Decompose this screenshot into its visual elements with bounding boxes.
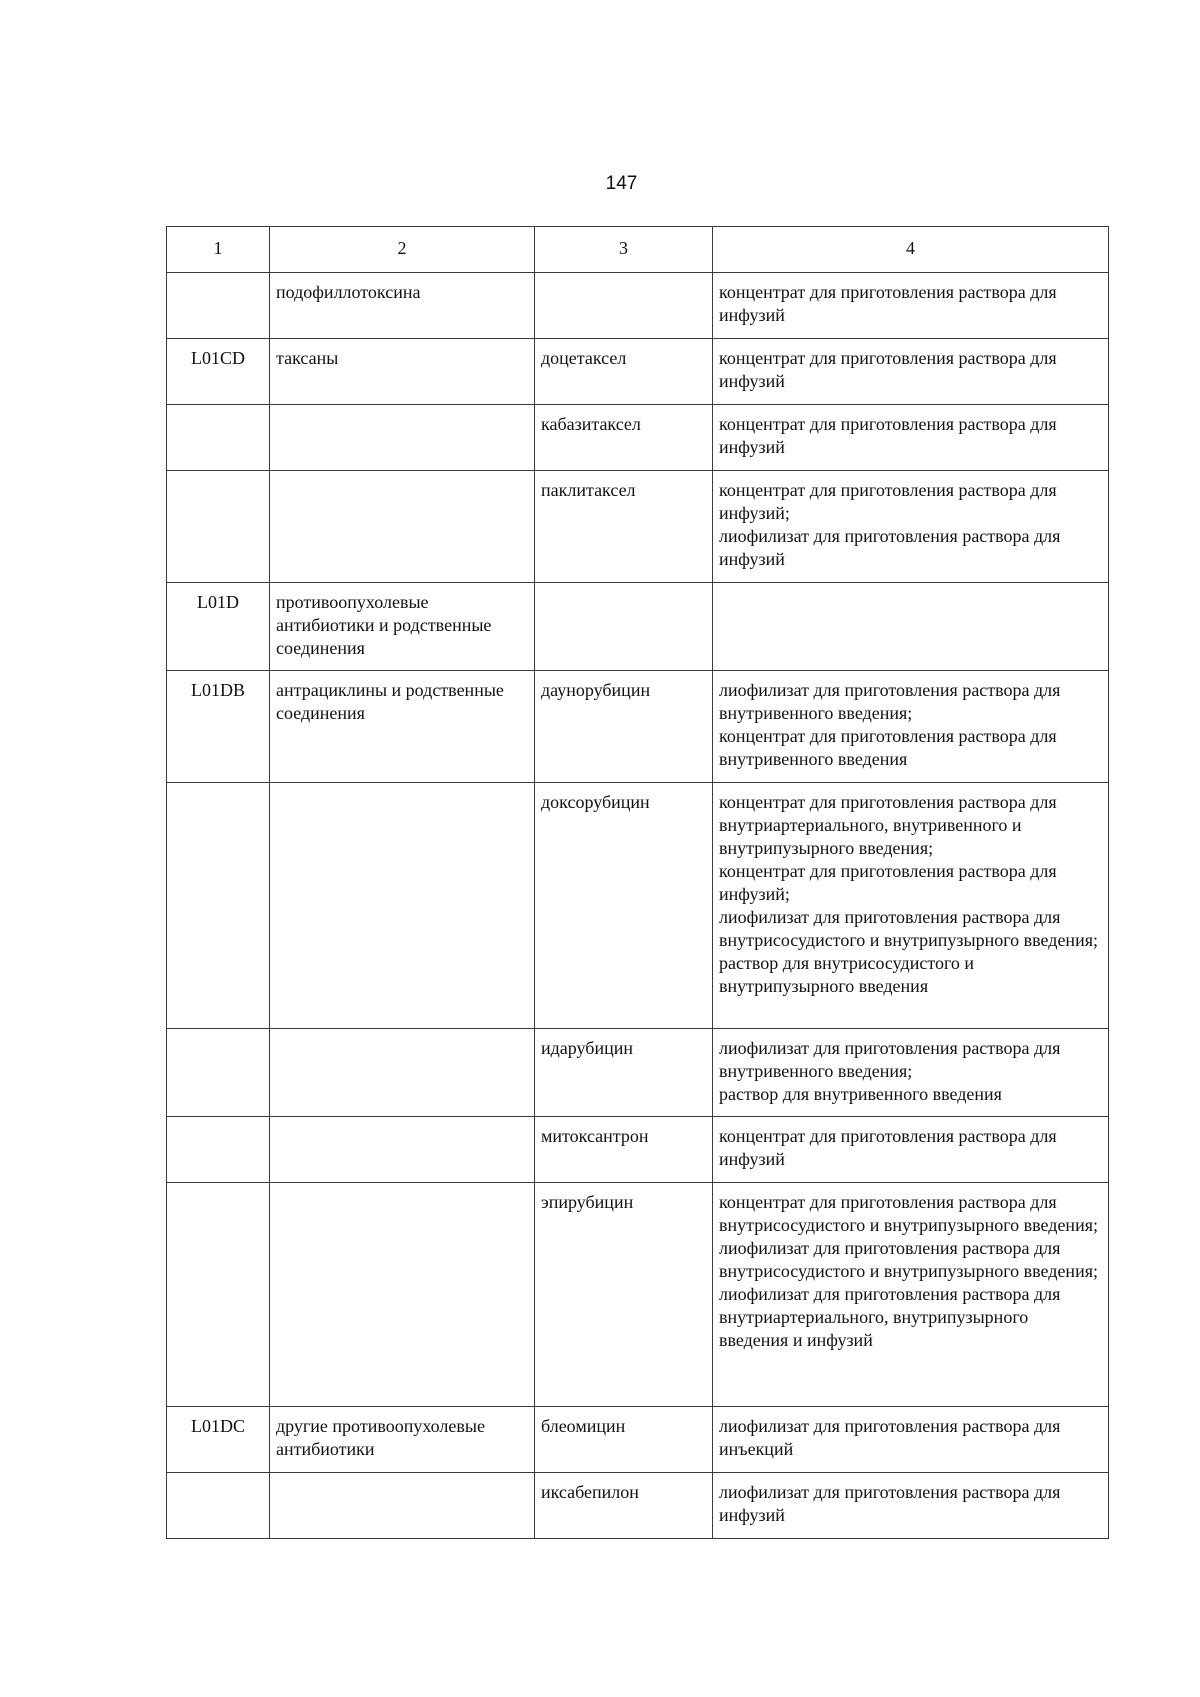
atc-code-cell xyxy=(167,1183,270,1407)
group-name-cell: таксаны xyxy=(270,339,535,405)
dosage-form-line: концентрат для приготовления раствора для внутривенного введения xyxy=(719,726,1057,769)
drug-name-cell: эпирубицин xyxy=(535,1183,713,1407)
drug-name-cell: даунорубицин xyxy=(535,671,713,783)
dosage-forms-cell xyxy=(713,1473,1109,1539)
group-name-cell: другие противоопухолевые антибиотики xyxy=(270,1407,535,1473)
dosage-form-line: лиофилизат для приготовления раствора для внутрисосудистого и внутрипузырного введения; xyxy=(719,1238,1098,1281)
header-cell-2: 2 xyxy=(270,227,535,273)
dosage-form-line: концентрат для приготовления раствора для внутрисосудистого и внутрипузырного введения; xyxy=(719,1192,1098,1235)
dosage-forms-cell xyxy=(713,671,1109,783)
drug-name-cell xyxy=(535,583,713,671)
dosage-form-line: концентрат для приготовления раствора для инфузий; xyxy=(719,861,1057,904)
dosage-form-line: раствор для внутривенного введения xyxy=(719,1084,1002,1104)
dosage-form-line: концентрат для приготовления раствора для инфузий xyxy=(719,348,1057,391)
dosage-form-line: лиофилизат для приготовления раствора для внутрисосудистого и внутрипузырного введения; xyxy=(719,907,1098,950)
drug-name-cell: блеомицин xyxy=(535,1407,713,1473)
dosage-forms-cell xyxy=(713,1183,1109,1407)
drug-name-cell: идарубицин xyxy=(535,1029,713,1117)
dosage-forms-cell xyxy=(713,1029,1109,1117)
group-name-cell: противоопухолевые антибиотики и родственные соединения xyxy=(270,583,535,671)
drug-name-cell: иксабепилон xyxy=(535,1473,713,1539)
dosage-forms-cell xyxy=(713,471,1109,583)
table-header-row xyxy=(167,227,1109,273)
dosage-form-line: концентрат для приготовления раствора для инфузий; xyxy=(719,480,1057,523)
table-row xyxy=(167,783,1109,1029)
dosage-forms-cell xyxy=(713,583,1109,671)
table-row xyxy=(167,1407,1109,1473)
group-name-cell: антрациклины и родственные соединения xyxy=(270,671,535,783)
dosage-form-line: лиофилизат для приготовления раствора для внутривенного введения; xyxy=(719,680,1061,723)
table-row xyxy=(167,583,1109,671)
drug-name-cell: доксорубицин xyxy=(535,783,713,1029)
group-name-cell xyxy=(270,1473,535,1539)
drug-name-cell xyxy=(535,273,713,339)
dosage-forms-cell xyxy=(713,405,1109,471)
page-number: 147 xyxy=(605,173,638,194)
table-row xyxy=(167,671,1109,783)
dosage-forms-cell xyxy=(713,783,1109,1029)
group-name-cell xyxy=(270,1183,535,1407)
dosage-form-line: концентрат для приготовления раствора для инфузий xyxy=(719,282,1057,325)
table-row xyxy=(167,1473,1109,1539)
dosage-forms-cell xyxy=(713,273,1109,339)
atc-code-cell: L01CD xyxy=(167,339,270,405)
group-name-cell: подофиллотоксина xyxy=(270,273,535,339)
atc-code-cell xyxy=(167,471,270,583)
drug-name-cell: митоксантрон xyxy=(535,1117,713,1183)
atc-code-cell: L01DB xyxy=(167,671,270,783)
dosage-form-line: лиофилизат для приготовления раствора для внутриартериального, внутрипузырного введения и инфузий xyxy=(719,1284,1061,1350)
group-name-cell xyxy=(270,471,535,583)
dosage-forms-cell xyxy=(713,1117,1109,1183)
atc-code-cell xyxy=(167,1473,270,1539)
dosage-form-line: концентрат для приготовления раствора для внутриартериального, внутривенного и внутрипузырного введения; xyxy=(719,792,1057,858)
table-row xyxy=(167,339,1109,405)
dosage-form-line: лиофилизат для приготовления раствора для инфузий xyxy=(719,1482,1061,1525)
table-row xyxy=(167,405,1109,471)
header-cell-1: 1 xyxy=(167,227,270,273)
group-name-cell xyxy=(270,405,535,471)
drug-name-cell: доцетаксел xyxy=(535,339,713,405)
table-row xyxy=(167,1029,1109,1117)
atc-code-cell: L01DC xyxy=(167,1407,270,1473)
header-cell-4: 4 xyxy=(713,227,1109,273)
dosage-form-line: лиофилизат для приготовления раствора для инъекций xyxy=(719,1416,1061,1459)
group-name-cell xyxy=(270,783,535,1029)
dosage-forms-cell xyxy=(713,1407,1109,1473)
dosage-form-line: лиофилизат для приготовления раствора для внутривенного введения; xyxy=(719,1038,1061,1081)
table-row xyxy=(167,273,1109,339)
drug-name-cell: кабазитаксел xyxy=(535,405,713,471)
atc-code-cell xyxy=(167,1117,270,1183)
table-row xyxy=(167,1117,1109,1183)
atc-code-cell xyxy=(167,273,270,339)
group-name-cell xyxy=(270,1117,535,1183)
dosage-form-line: концентрат для приготовления раствора для инфузий xyxy=(719,1126,1057,1169)
atc-code-cell: L01D xyxy=(167,583,270,671)
dosage-forms-cell xyxy=(713,339,1109,405)
table-row xyxy=(167,471,1109,583)
dosage-form-line: раствор для внутрисосудистого и внутрипузырного введения xyxy=(719,953,975,996)
atc-code-cell xyxy=(167,783,270,1029)
header-cell-3: 3 xyxy=(535,227,713,273)
drug-name-cell: паклитаксел xyxy=(535,471,713,583)
group-name-cell xyxy=(270,1029,535,1117)
atc-code-cell xyxy=(167,1029,270,1117)
atc-code-cell xyxy=(167,405,270,471)
table-row xyxy=(167,1183,1109,1407)
drug-table xyxy=(166,226,1109,1539)
dosage-form-line: концентрат для приготовления раствора для инфузий xyxy=(719,414,1057,457)
dosage-form-line: лиофилизат для приготовления раствора для инфузий xyxy=(719,526,1061,569)
